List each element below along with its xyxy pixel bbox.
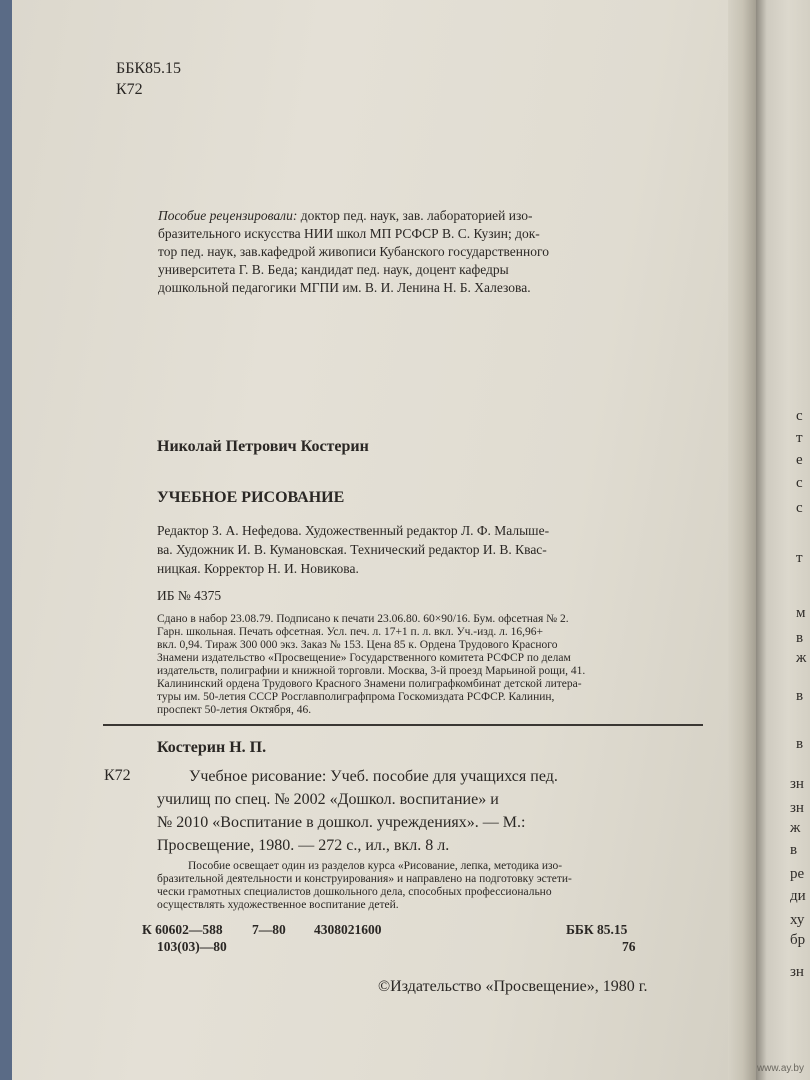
facing-page-letter: в	[790, 842, 798, 858]
facing-page-letter: в	[796, 736, 804, 752]
print-info-line-7: туры им. 50-летия СССР Росглавполиграфпрома Госкомиздата РСФСР. Калинин,	[157, 691, 555, 703]
facing-page-letter: в	[796, 630, 804, 646]
catalog-side-code: К72	[104, 767, 131, 784]
book-title: УЧЕБНОЕ РИСОВАНИЕ	[157, 489, 345, 506]
reviewers-label: Пособие рецензировали:	[158, 208, 298, 223]
catalog-line-2: училищ по спец. № 2002 «Дошкол. воспитание» и	[157, 791, 499, 808]
annotation-line-2: бразительной деятельности и конструирования» и направлено на подготовку эстети-	[157, 873, 572, 885]
reviewers-line-1	[158, 207, 533, 224]
index-code-1b: 7—80	[252, 922, 286, 937]
index-code-2: 103(03)—80	[157, 939, 227, 954]
facing-page-letter: ж	[790, 820, 801, 836]
index-code-1: К 60602—588	[142, 922, 223, 937]
catalog-bbk: ББК 85.15	[566, 922, 628, 937]
facing-page-letter: е	[796, 452, 803, 468]
print-info-line-3: вкл. 0,94. Тираж 300 000 экз. Заказ № 153. Цена 85 к. Ордена Трудового Красного	[157, 639, 558, 651]
catalog-bbk-sub: 76	[622, 939, 636, 954]
book-page	[12, 0, 752, 1080]
index-code-1c: 4308021600	[314, 922, 382, 937]
print-info-line-8: проспект 50-летия Октября, 46.	[157, 704, 312, 716]
print-info-line-1: Сдано в набор 23.08.79. Подписано к печати 23.06.80. 60×90/16. Бум. офсетная № 2.	[157, 613, 569, 625]
editors-line-1: Редактор З. А. Нефедова. Художественный редактор Л. Ф. Малыше-	[157, 523, 550, 538]
facing-page-letter: с	[796, 500, 803, 516]
reviewers-line-4: университета Г. В. Беда; кандидат пед. наук, доцент кафедры	[158, 262, 509, 277]
facing-page-letter: в	[796, 688, 804, 704]
facing-page-letter: зн	[790, 800, 804, 816]
copyright: ©Издательство «Просвещение», 1980 г.	[378, 978, 648, 995]
facing-page-letter: ху	[790, 912, 805, 928]
torn-page-edge	[728, 0, 758, 1080]
author-code: К72	[116, 81, 143, 98]
catalog-line-3: № 2010 «Воспитание в дошкол. учреждениях». — М.:	[157, 814, 526, 831]
catalog-author-heading: Костерин Н. П.	[157, 739, 267, 756]
facing-page-letter: т	[796, 550, 803, 566]
divider-rule	[103, 724, 703, 726]
reviewers-text: доктор пед. наук, зав. лабораторией изо-	[300, 208, 533, 223]
catalog-line-4: Просвещение, 1980. — 272 с., ил., вкл. 8 л.	[157, 837, 450, 854]
facing-page-letter: бр	[790, 932, 806, 948]
annotation-line-4: осуществлять художественное воспитание детей.	[157, 899, 399, 911]
facing-page-letter: с	[796, 475, 803, 491]
facing-page-letter: ж	[796, 650, 807, 666]
print-info-line-6: Калининский ордена Трудового Красного Знамени полиграфкомбинат детской литера-	[157, 678, 582, 690]
editors-line-2: ва. Художник И. В. Кумановская. Технический редактор И. В. Квас-	[157, 542, 547, 557]
facing-page-letter: ди	[790, 888, 806, 904]
catalog-line-1: Учебное рисование: Учеб. пособие для учащихся пед.	[189, 768, 558, 785]
facing-page-letter: зн	[790, 776, 804, 792]
reviewers-line-3: тор пед. наук, зав.кафедрой живописи Кубанского государственного	[158, 244, 549, 259]
reviewers-line-2: бразительного искусства НИИ школ МП РСФСР В. С. Кузин; док-	[158, 226, 540, 241]
facing-page-letter: ре	[790, 866, 805, 882]
ib-number: ИБ № 4375	[157, 588, 222, 603]
watermark: www.ay.by	[756, 1063, 804, 1074]
facing-page-letter: м	[796, 605, 806, 621]
bbk-code: ББК85.15	[116, 60, 182, 77]
print-info-line-5: издательств, полиграфии и книжной торговли. Москва, 3-й проезд Марьиной рощи, 41.	[157, 665, 586, 677]
print-info-line-4: Знамени издательство «Просвещение» Государственного комитета РСФСР по делам	[157, 652, 571, 664]
reviewers-line-5: дошкольной педагогики МГПИ им. В. И. Ленина Н. Б. Халезова.	[158, 280, 531, 295]
facing-page-letter: зн	[790, 964, 804, 980]
facing-page-letter: с	[796, 408, 803, 424]
annotation-line-3: чески грамотных специалистов дошкольного дела, способных профессионально	[157, 886, 552, 898]
annotation-line-1: Пособие освещает один из разделов курса «Рисование, лепка, методика изо-	[188, 860, 563, 872]
author-name: Николай Петрович Костерин	[157, 438, 369, 455]
facing-page-letter: т	[796, 430, 803, 446]
print-info-line-2: Гарн. школьная. Печать офсетная. Усл. печ. л. 17+1 п. л. вкл. Уч.-изд. л. 16,96+	[157, 626, 544, 638]
editors-line-3: ницкая. Корректор Н. И. Новикова.	[157, 561, 359, 576]
